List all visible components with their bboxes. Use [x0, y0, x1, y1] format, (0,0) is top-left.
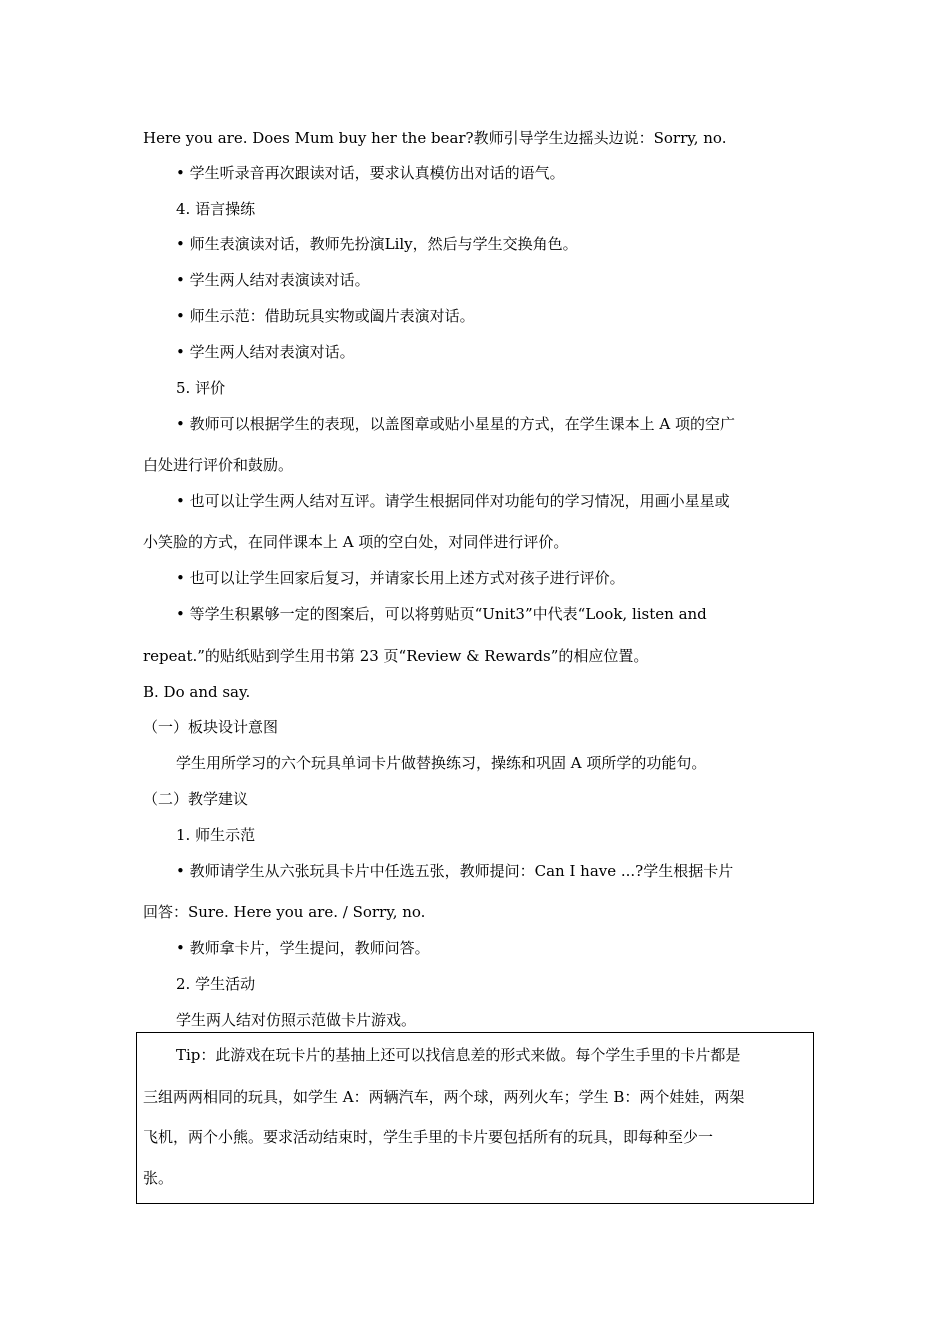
bullet-item: • 等学生积累够一定的图案后，可以将剪贴页“Unit3”中代表“Look, listen and: [176, 605, 707, 623]
section-heading: （二）教学建议: [143, 790, 249, 808]
section-heading: 2. 学生活动: [176, 975, 256, 993]
section-heading: 5. 评价: [176, 379, 226, 397]
bullet-item: • 也可以让学生两人结对互评。请学生根据同伴对功能句的学习情况，用画小星星或: [176, 492, 730, 510]
bullet-item: • 教师可以根据学生的表现，以盖图章或贴小星星的方式，在学生课本上 A 项的空广: [176, 415, 735, 433]
bullet-item: • 学生两人结对表演对话。: [176, 343, 355, 361]
text-line: 学生两人结对仿照示范做卡片游戏。: [176, 1011, 417, 1029]
tip-line: 三组两两相同的玩具，如学生 A：两辆汽车，两个球，两列火车；学生 B：两个娃娃，两架: [143, 1088, 745, 1106]
tip-line: Tip：此游戏在玩卡片的基抽上还可以找信息差的形式来做。每个学生手里的卡片都是: [176, 1046, 741, 1064]
tip-line: 张。: [143, 1169, 174, 1187]
section-heading: 4. 语言操练: [176, 200, 256, 218]
bullet-item: • 教师拿卡片，学生提问，教师问答。: [176, 939, 430, 957]
text-line: 回答：Sure. Here you are. / Sorry, no.: [143, 903, 426, 921]
tip-line: 飞机，两个小熊。要求活动结束时，学生手里的卡片要包括所有的玩具，即每种至少一: [143, 1128, 714, 1146]
bullet-item: • 也可以让学生回家后复习，并请家长用上述方式对孩子进行评价。: [176, 569, 625, 587]
text-line: 小笑脸的方式，在同伴课本上 A 项的空白处，对同伴进行评价。: [143, 533, 569, 551]
section-heading: B. Do and say.: [143, 683, 251, 701]
bullet-item: • 学生听录音再次跟读对话，要求认真模仿出对话的语气。: [176, 164, 565, 182]
text-line: Here you are. Does Mum buy her the bear?教师引导学生边摇头边说：Sorry, no.: [143, 129, 727, 147]
section-heading: 1. 师生示范: [176, 826, 256, 844]
bullet-item: • 师生表演读对话，教师先扮演Lily，然后与学生交换角色。: [176, 235, 578, 253]
bullet-item: • 师生示范：借助玩具实物或阖片表演对话。: [176, 307, 475, 325]
bullet-item: • 教师请学生从六张玩具卡片中任选五张，教师提问：Can I have ...?学生根据卡片: [176, 862, 734, 880]
text-line: 白处进行评价和鼓励。: [143, 456, 294, 474]
bullet-item: • 学生两人结对表演读对话。: [176, 271, 370, 289]
section-heading: （一）板块设计意图: [143, 718, 279, 736]
text-line: repeat.”的贴纸贴到学生用书第 23 页“Review & Rewards”的相应位置。: [143, 647, 649, 665]
text-line: 学生用所学习的六个玩具单词卡片做替换练习，操练和巩固 A 项所学的功能句。: [176, 754, 707, 772]
